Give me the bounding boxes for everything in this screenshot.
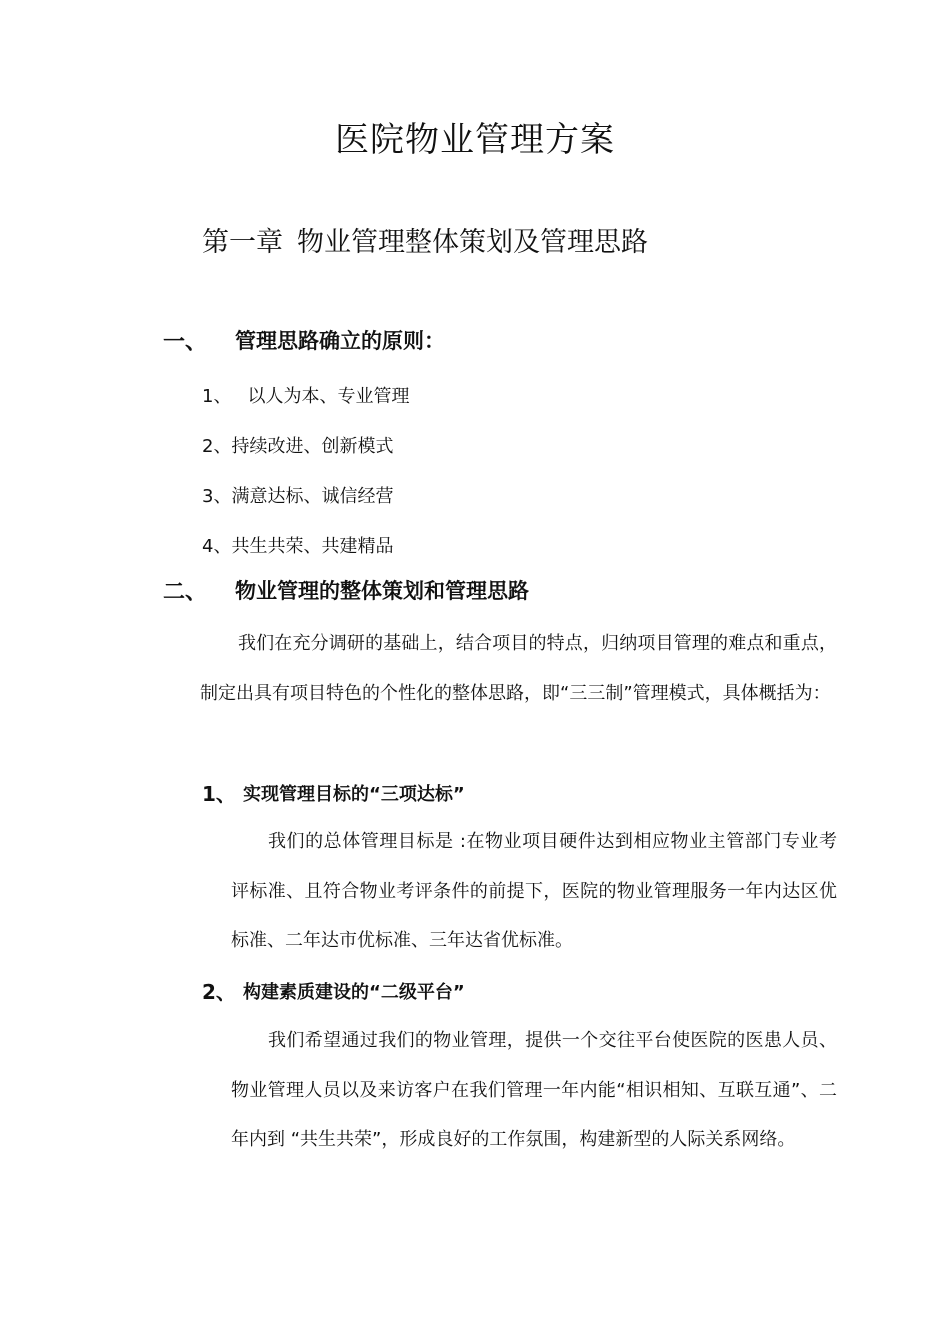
chapter-title: 物业管理整体策划及管理思路 [297,227,648,258]
document-title: 医院物业管理方案 [335,120,615,160]
principle-number: 4、 [202,536,232,557]
chapter-number: 第一章 [202,227,283,258]
principle-item [202,482,393,508]
section-2-number: 二、 [163,580,208,605]
subsection-2-text: 我们希望通过我们的物业管理，提供一个交往平台使医院的医患人员、物业管理人员以及来访客户在我们管理一年内能“相识相知、互联互通”、二年内到 “共生共荣”，形成良好的工作氛围，构建新型的人际关系网络。 [231,1030,837,1150]
subsection-1-text: 我们的总体管理目标是 :在物业项目硬件达到相应物业主管部门专业考评标准、且符合物业考评条件的前提下，医院的物业管理服务一年内达区优标准、二年达市优标准、三年达省优标准。 [231,831,837,951]
section-2-intro: 我们在充分调研的基础上，结合项目的特点，归纳项目管理的难点和重点，制定出具有项目特色的个性化的整体思路，即“三三制”管理模式，具体概括为： [200,633,837,704]
section-2-title: 物业管理的整体策划和管理思路 [235,579,529,603]
principle-item [202,382,409,408]
principle-text: 共生共荣、共建精品 [231,536,394,557]
subsection-2-title: 构建素质建设的“二级平台” [243,982,465,1003]
principle-text: 持续改进、创新模式 [231,436,394,457]
principle-number: 1、 [202,386,232,407]
chapter-heading [202,220,648,259]
subsection-2-number: 2、 [202,980,236,1004]
subsection-1-number: 1、 [202,782,236,806]
principle-text: 以人为本、专业管理 [247,386,410,407]
subsection-1-title: 实现管理目标的“三项达标” [243,784,465,805]
principle-number: 2、 [202,436,232,457]
principle-item [202,532,393,558]
principle-text: 满意达标、诚信经营 [231,486,394,507]
section-1-title: 管理思路确立的原则： [235,329,445,353]
section-1-number: 一、 [163,330,208,355]
principle-item [202,432,393,458]
principle-number: 3、 [202,486,232,507]
